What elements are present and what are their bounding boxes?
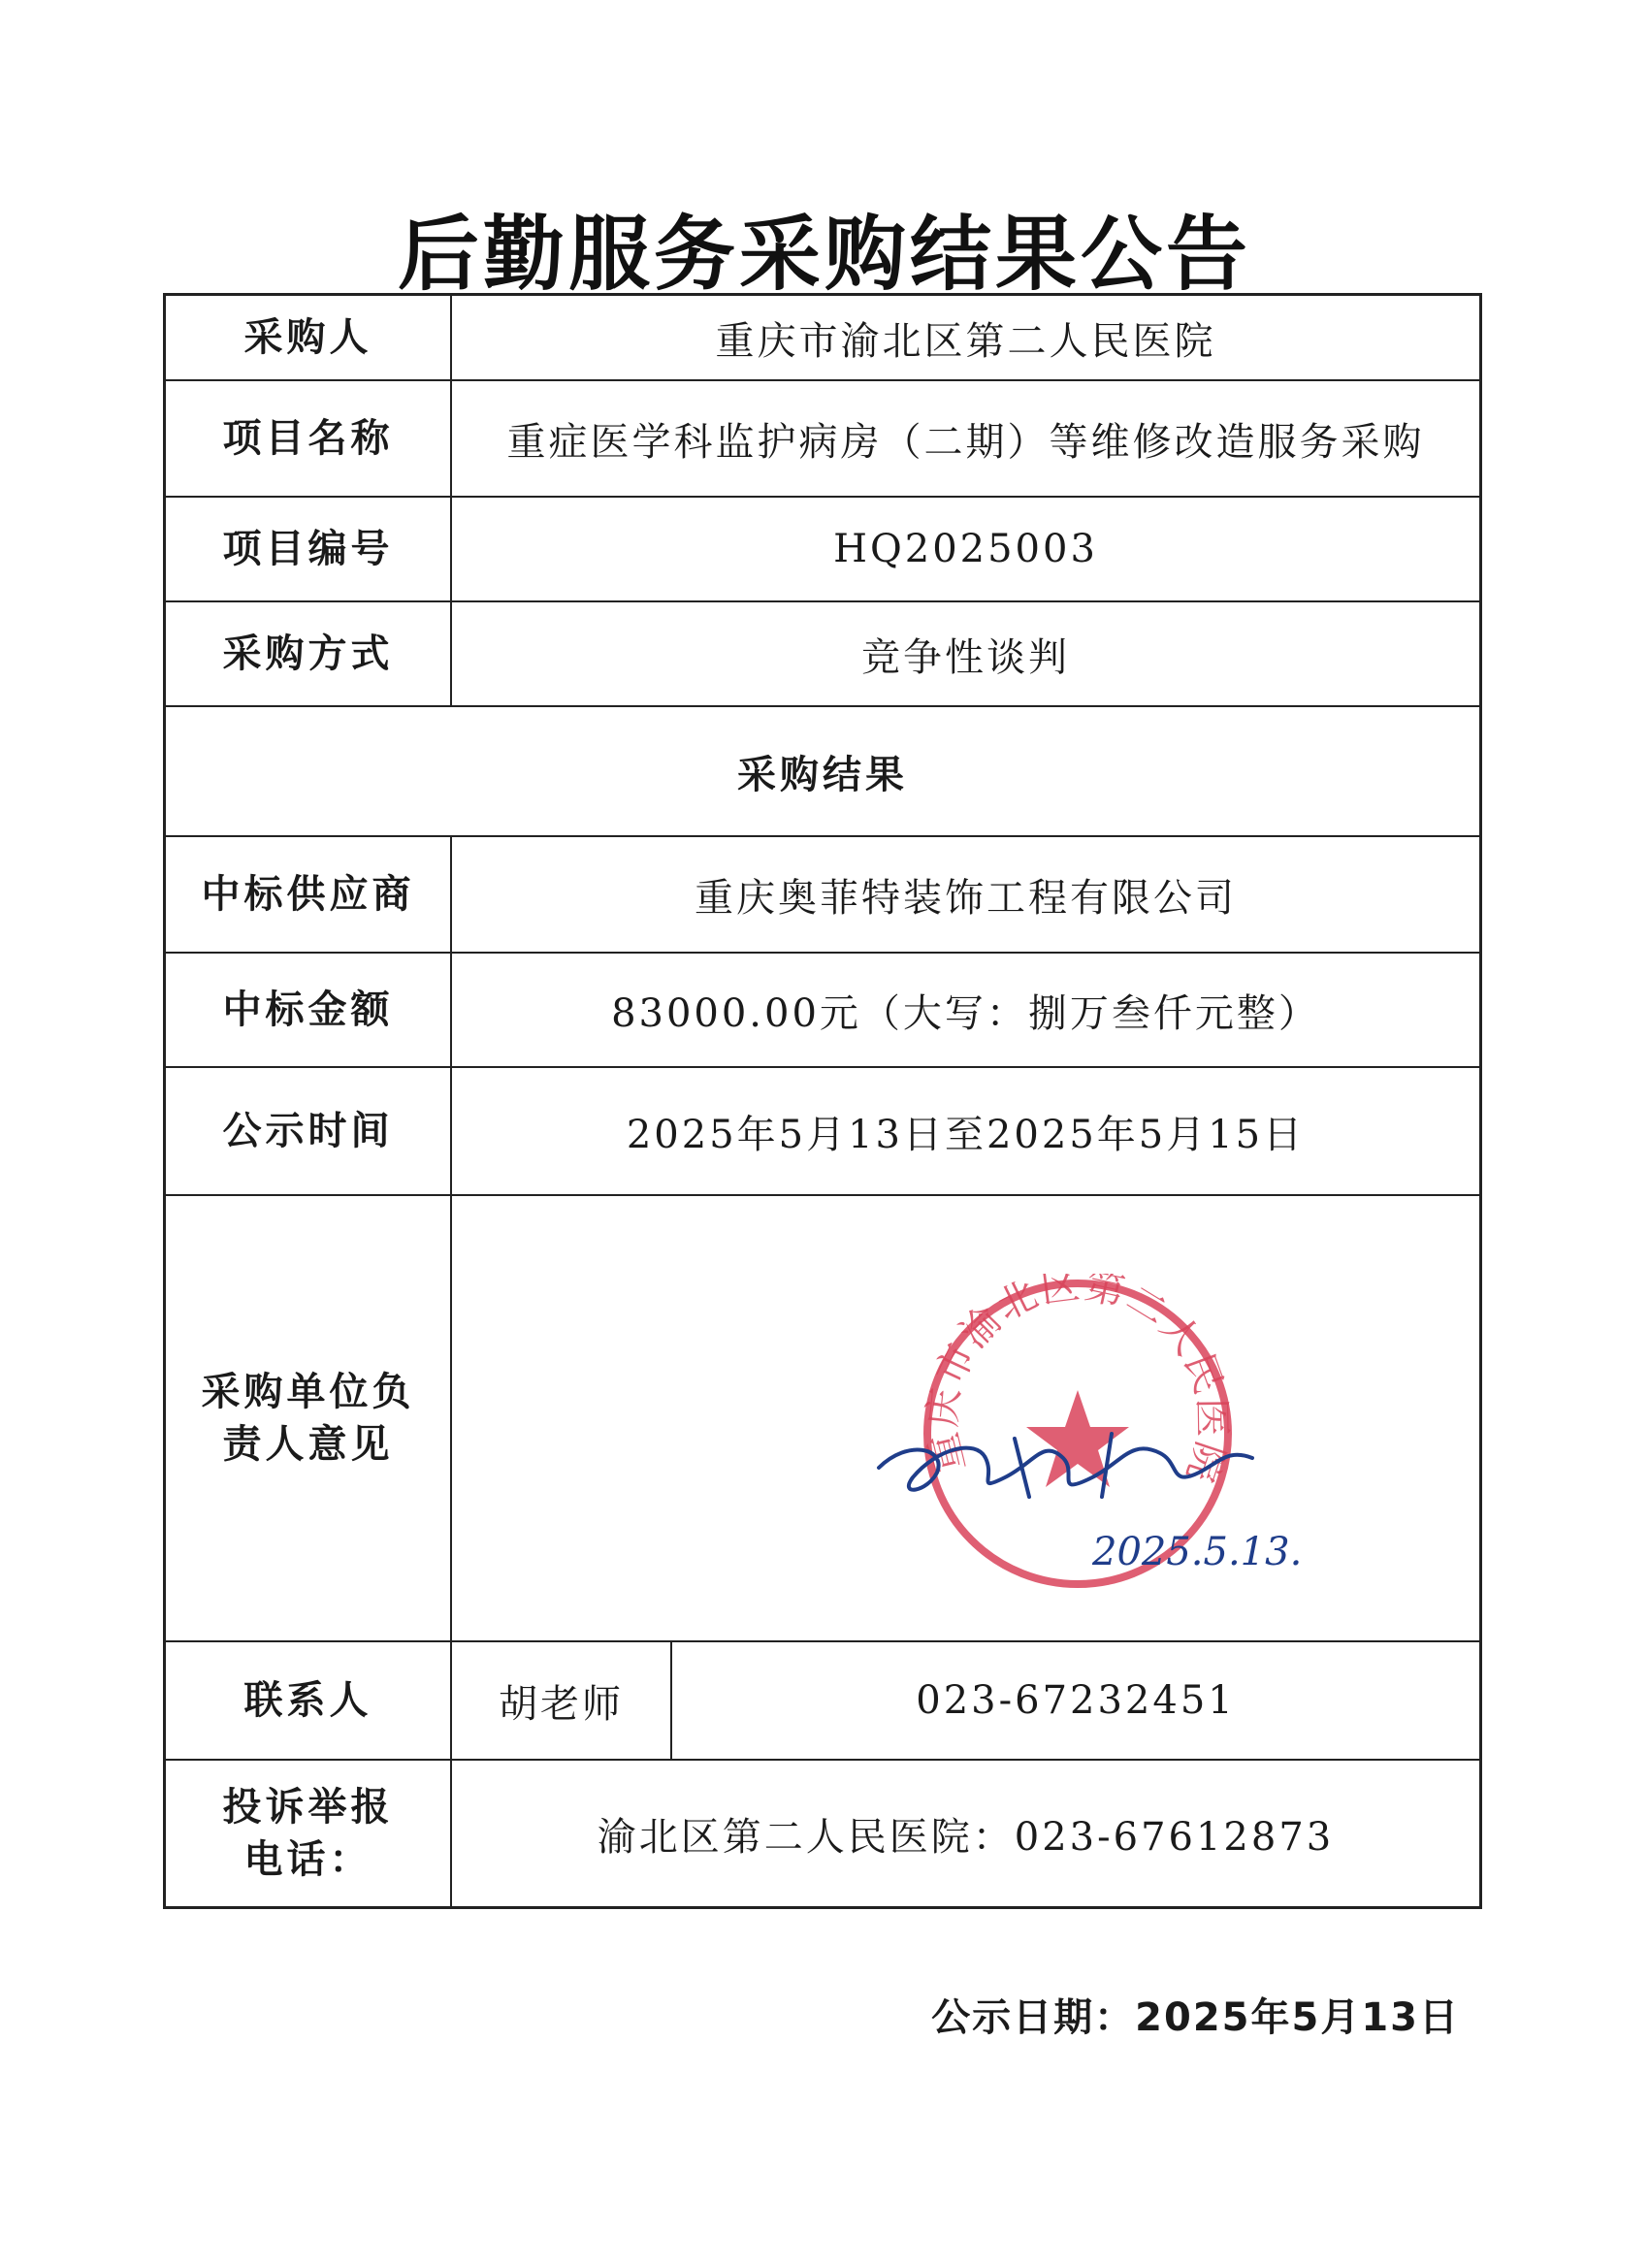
- notice-table: [163, 293, 1482, 1909]
- seal-text: 重庆市渝北区第二人民医院: [920, 1274, 1235, 1489]
- purchaser-label: 采购人: [166, 296, 452, 379]
- row-contact: [166, 1642, 1479, 1761]
- amount-label: 中标金额: [166, 954, 452, 1066]
- publish-date: 公示日期：2025年5月13日: [931, 1995, 1460, 2040]
- document-title: 后勤服务采购结果公告: [397, 207, 1251, 302]
- winner-value: 重庆奥菲特装饰工程有限公司: [695, 875, 1237, 921]
- result-heading: 采购结果: [737, 752, 908, 797]
- project-name-value: 重症医学科监护病房（二期）等维修改造服务采购: [506, 419, 1425, 465]
- row-opinion: [166, 1196, 1479, 1642]
- signature-date: 2025.5.13.: [1092, 1530, 1303, 1574]
- row-winner: [166, 837, 1479, 954]
- period-label: 公示时间: [166, 1068, 452, 1194]
- signature-graphic: [869, 1380, 1303, 1623]
- purchaser-value: 重庆市渝北区第二人民医院: [715, 318, 1216, 364]
- opinion-area: [452, 1196, 1479, 1640]
- contact-name: 胡老师: [452, 1642, 672, 1759]
- row-amount: [166, 954, 1479, 1068]
- contact-label: 联系人: [166, 1642, 452, 1759]
- project-no-value: HQ2025003: [833, 527, 1098, 571]
- method-value: 竞争性谈判: [861, 634, 1070, 680]
- row-project-no: [166, 498, 1479, 602]
- row-purchaser: [166, 296, 1479, 381]
- handwritten-signature: [869, 1380, 1303, 1623]
- complaint-label: [166, 1761, 452, 1906]
- row-period: [166, 1068, 1479, 1196]
- amount-value: 83000.00元（大写：捌万叁仟元整）: [611, 990, 1320, 1036]
- project-name-label: 项目名称: [166, 381, 452, 496]
- period-value: 2025年5月13日至2025年5月15日: [626, 1112, 1306, 1157]
- project-no-label: 项目编号: [166, 498, 452, 600]
- contact-phone: 023-67232451: [916, 1678, 1236, 1723]
- method-label: 采购方式: [166, 602, 452, 705]
- complaint-label-text: 投诉举报电话：: [222, 1785, 394, 1882]
- opinion-label: [166, 1196, 452, 1640]
- row-result-heading: [166, 707, 1479, 837]
- row-complaint: [166, 1761, 1479, 1906]
- winner-label: 中标供应商: [166, 837, 452, 952]
- row-project-name: [166, 381, 1479, 498]
- opinion-label-text: 采购单位负责人意见: [201, 1370, 415, 1467]
- complaint-value: 渝北区第二人民医院：023-67612873: [597, 1814, 1335, 1860]
- row-method: [166, 602, 1479, 707]
